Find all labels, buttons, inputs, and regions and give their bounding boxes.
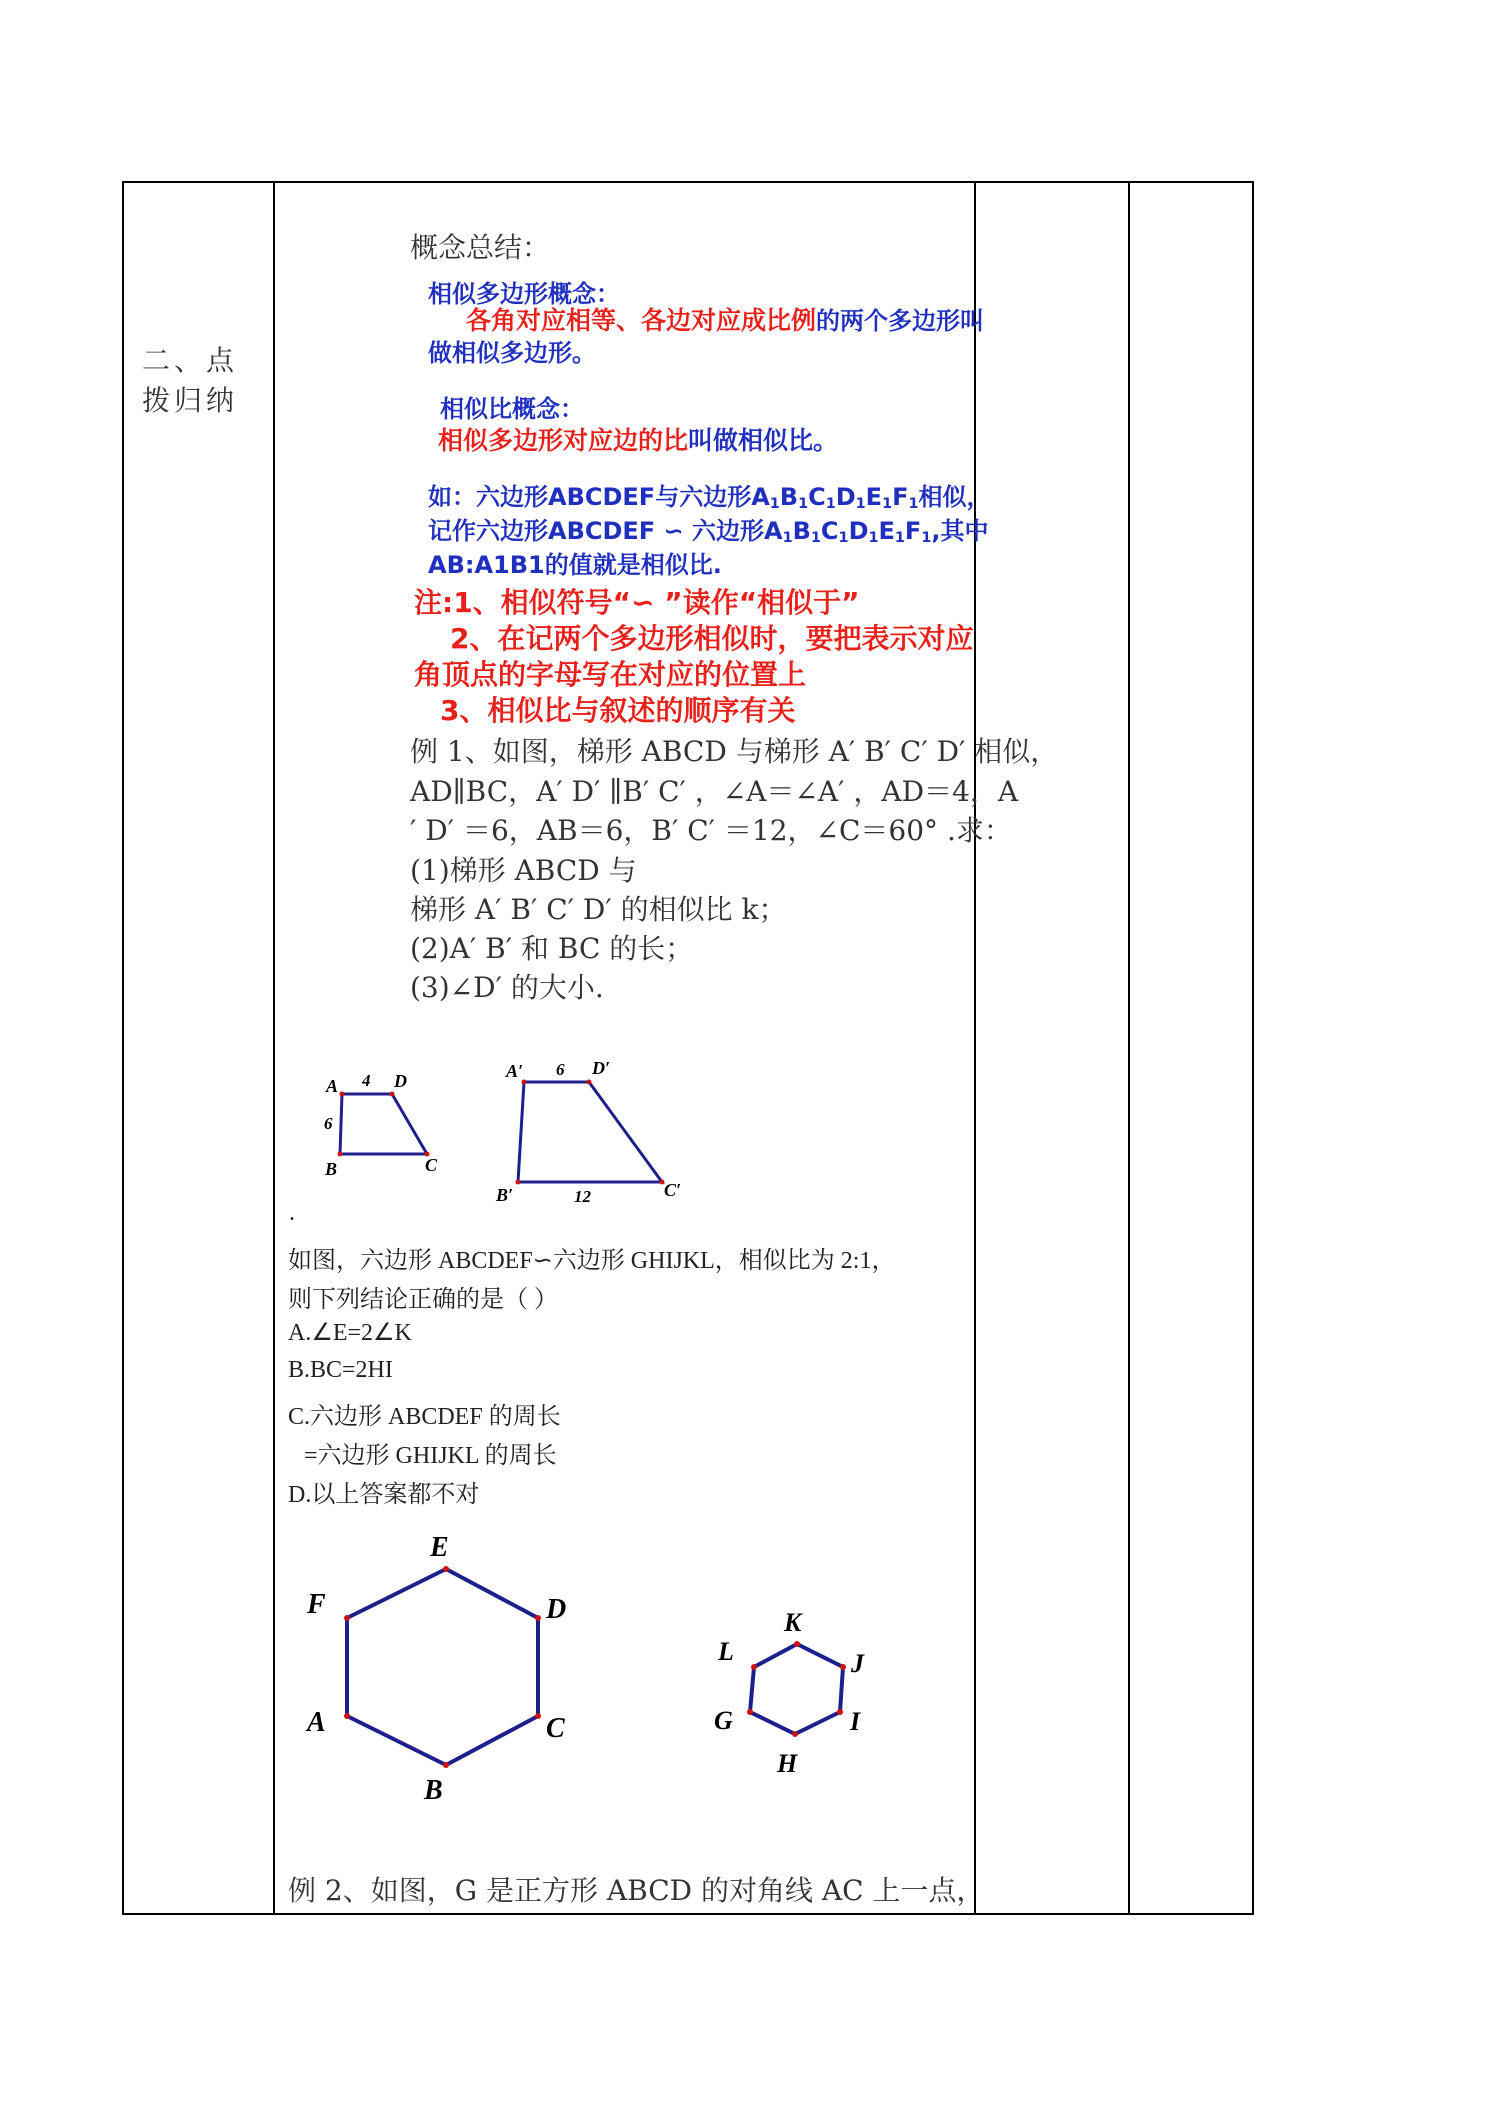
label-B-prime: B′ [496,1185,514,1205]
example1-line-7: (3)∠D′ 的大小. [410,971,604,1004]
example1-line-4: (1)梯形 ABCD 与 [410,854,637,887]
option-d: D.以上答案都不对 [288,1482,480,1508]
hexagon-figures [290,1525,910,1820]
example1-line-6: (2)A′ B′ 和 BC 的长； [410,932,694,965]
example-line-1: 如：六边形ABCDEF与六边形$A_1B_1C_1D_1E_1F_1$相似， [428,483,991,512]
ratio-definition [438,421,838,457]
ratio-definition-blue: 叫做相似比。 [688,426,839,455]
note-2b: 角顶点的字母写在对应的位置上 [414,658,807,691]
example1-line-3: ′ D′ ＝6，AB＝6，B′ C′ ＝12，∠C＝60° .求： [410,814,1012,847]
poly-definition-red: 各角对应相等、各边对应成比例 [466,306,817,335]
label-F: F [307,1589,326,1620]
ratio-concept-title: 相似比概念： [440,395,584,423]
label-A-prime: A′ [506,1061,524,1081]
label-A: A [307,1707,326,1738]
trapezoid-figures [310,1050,710,1220]
label-L: L [718,1637,734,1666]
label-C-prime: C′ [664,1180,682,1200]
label-A: A [326,1076,339,1096]
note-1: 注:1、相似符号“∽ ”读作“相似于” [414,586,860,619]
label-D: D [394,1071,407,1091]
example-line-1-text: 如：六边形ABCDEF与六边形A [428,483,770,511]
section-label: 二、点拨归纳 [142,344,239,417]
option-c: C.六边形 ABCDEF 的周长 [288,1404,561,1430]
example-line-2-end: ,其中 [931,517,989,545]
summary-heading: 概念总结： [410,231,551,264]
question-line-1: 如图，六边形 ABCDEF∽六边形 GHIJKL，相似比为 2:1， [288,1248,896,1274]
label-G: G [714,1706,733,1735]
label-K: K [784,1608,802,1637]
example1-line-2: AD∥BC，A′ D′ ∥B′ C′ ，∠A＝∠A′ ，AD＝4，A [410,775,1019,808]
column-divider [974,183,976,1913]
example-line-3: AB:A1B1的值就是相似比. [428,551,722,579]
label-I: I [850,1707,861,1736]
label-D-prime: D′ [592,1058,611,1078]
label-C: C [425,1155,438,1175]
column-divider [273,183,275,1913]
large-trapezoid [495,1058,681,1206]
option-c-cont: =六边形 GHIJKL 的周长 [304,1443,557,1469]
example1-line-1: 例 1、如图，梯形 ABCD 与梯形 A′ B′ C′ D′ 相似， [410,735,1059,768]
label-AD-prime: 6 [556,1060,565,1079]
figure-dot: . [289,1200,295,1226]
label-J: J [851,1649,864,1678]
large-hexagon [305,1532,566,1806]
label-E: E [430,1532,449,1563]
label-BC-prime: 12 [574,1187,591,1206]
poly-concept-title: 相似多边形概念： [428,280,620,308]
note-2a: 2、在记两个多边形相似时，要把表示对应 [450,622,974,655]
label-B: B [325,1159,338,1179]
example2-line-1: 例 2、如图，G 是正方形 ABCD 的对角线 AC 上一点， [288,1874,985,1907]
label-AD: 4 [362,1071,371,1090]
label-AB: 6 [324,1114,333,1133]
note-3: 3、相似比与叙述的顺序有关 [440,694,796,727]
small-trapezoid [324,1071,438,1179]
ratio-definition-red: 相似多边形对应边的比 [438,426,689,455]
option-a: A.∠E=2∠K [288,1320,412,1346]
poly-definition [466,301,984,337]
example-line-2-text: 记作六边形ABCDEF ∽ 六边形A [428,517,783,545]
small-hexagon [714,1608,865,1778]
label-H: H [777,1749,798,1778]
label-B: B [424,1775,443,1806]
example-line-1-end: 相似， [918,483,991,511]
question-line-2: 则下列结论正确的是（ ） [288,1287,558,1313]
label-D: D [546,1594,567,1625]
label-C: C [546,1713,565,1744]
example1-line-5: 梯形 A′ B′ C′ D′ 的相似比 k； [410,893,787,926]
option-b: B.BC=2HI [288,1357,393,1383]
poly-definition-cont: 做相似多边形。 [428,339,596,367]
poly-definition-blue: 的两个多边形叫 [816,307,985,335]
column-divider [1128,183,1130,1913]
example-line-2: 记作六边形ABCDEF ∽ 六边形$A_1B_1C_1D_1E_1F_1$,其中 [428,517,989,546]
